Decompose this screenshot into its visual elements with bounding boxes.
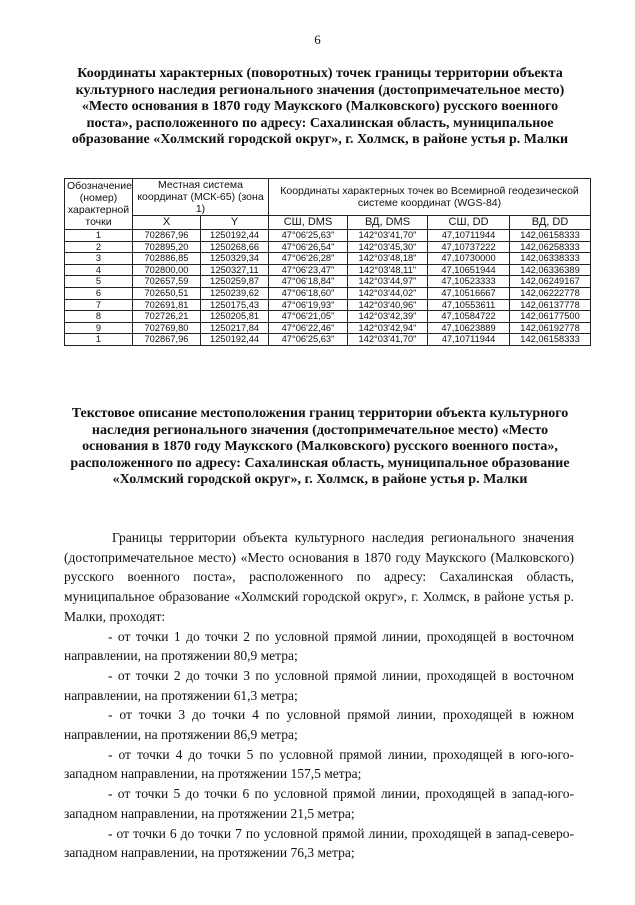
table-cell: 142,06338333 xyxy=(510,253,591,265)
description-body xyxy=(64,528,574,863)
sub-header-lon-dd: ВД, DD xyxy=(510,216,591,230)
table-cell: 142,06222778 xyxy=(510,287,591,299)
table-cell: 1250192,44 xyxy=(201,230,269,242)
boundary-segment: - от точки 1 до точки 2 по условной прямой линии, проходящей в восточном направлении, на протяжении 80,9 метра; xyxy=(64,628,574,664)
table-cell: 47°06'18,60" xyxy=(269,287,348,299)
table-cell: 1250327,11 xyxy=(201,264,269,276)
table-cell: 142°03'41,70" xyxy=(348,334,428,346)
table-cell: 47,10711944 xyxy=(428,334,510,346)
table-cell: 142°03'48,18" xyxy=(348,253,428,265)
table-cell: 47°06'25,63" xyxy=(269,230,348,242)
table-row xyxy=(65,311,591,323)
table-cell: 702650,51 xyxy=(133,287,201,299)
table-cell: 142°03'41,70" xyxy=(348,230,428,242)
table-row xyxy=(65,299,591,311)
table-cell: 47°06'25,63" xyxy=(269,334,348,346)
coordinates-heading: Координаты характерных (поворотных) точек границы территории объекта культурного наследия регионального значения (достопримечательное место) «Место основания в 1870 году Маукского (Малковского) русского военного поста», расположенного по адресу: Сахалинская область, муниципальное образование «Холмский городской округ», г. Холмск, в районе устья р. Малки xyxy=(71,66,569,148)
table-cell: 1 xyxy=(65,334,133,346)
sub-header-x: X xyxy=(133,216,201,230)
table-cell: 1250239,62 xyxy=(201,287,269,299)
description-heading: Текстовое описание местоположения границ территории объекта культурного наследия регионального значения (достопримечательное место) «Место основания в 1870 году Маукского (Малковского) русского военного поста», расположенного по адресу: Сахалинская область, муниципальное образование «Холмский городской округ», г. Холмск, в районе устья р. Малки xyxy=(70,406,570,488)
table-cell: 142,06177500 xyxy=(510,311,591,323)
table-cell: 702867,96 xyxy=(133,230,201,242)
table-cell: 47,10523333 xyxy=(428,276,510,288)
table-row xyxy=(65,334,591,346)
table-cell: 1250192,44 xyxy=(201,334,269,346)
boundary-segment: - от точки 6 до точки 7 по условной прямой линии, проходящей в запад-северо-западном направлении, на протяжении 76,3 метра; xyxy=(64,825,574,861)
table-cell: 702895,20 xyxy=(133,241,201,253)
table-cell: 702726,21 xyxy=(133,311,201,323)
table-cell: 8 xyxy=(65,311,133,323)
table-cell: 142,06192778 xyxy=(510,322,591,334)
table-cell: 142°03'45,30" xyxy=(348,241,428,253)
table-cell: 142,06158333 xyxy=(510,334,591,346)
table-cell: 142,06336389 xyxy=(510,264,591,276)
page-number: 6 xyxy=(314,32,321,47)
table-cell: 142°03'44,02" xyxy=(348,287,428,299)
table-row xyxy=(65,253,591,265)
table-cell: 47,10737222 xyxy=(428,241,510,253)
table-cell: 1250268,66 xyxy=(201,241,269,253)
table-cell: 4 xyxy=(65,264,133,276)
description-intro: Границы территории объекта культурного наследия регионального значения (достопримечательное место) «Место основания в 1870 году Маукского (Малковского) русского военного поста», расположенного по адресу: Сахалинская область, муниципальное образование «Холмский городской округ», г. Холмск, в районе устья р. Малки, проходят: xyxy=(64,530,574,624)
table-cell: 702800,00 xyxy=(133,264,201,276)
boundary-segment: - от точки 3 до точки 4 по условной прямой линии, проходящей в южном направлении, на протяжении 86,9 метра; xyxy=(64,707,574,743)
sub-header-lat-dms: СШ, DMS xyxy=(269,216,348,230)
table-cell: 6 xyxy=(65,287,133,299)
coordinates-table xyxy=(64,178,591,346)
wgs84-header: Координаты характерных точек во Всемирной геодезической системе координат (WGS-84) xyxy=(269,179,591,216)
table-cell: 5 xyxy=(65,276,133,288)
table-cell: 9 xyxy=(65,322,133,334)
table-cell: 47°06'26,54" xyxy=(269,241,348,253)
table-cell: 142,06137778 xyxy=(510,299,591,311)
table-cell: 47,10730000 xyxy=(428,253,510,265)
table-cell: 142°03'44,97" xyxy=(348,276,428,288)
table-cell: 47,10651944 xyxy=(428,264,510,276)
boundary-segment: - от точки 4 до точки 5 по условной прямой линии, проходящей в юго-юго-западном направлении, на протяжении 157,5 метра; xyxy=(64,746,574,782)
table-cell: 702691,81 xyxy=(133,299,201,311)
table-cell: 142,06258333 xyxy=(510,241,591,253)
table-cell: 47,10516667 xyxy=(428,287,510,299)
table-cell: 142,06249167 xyxy=(510,276,591,288)
table-cell: 47°06'23,47" xyxy=(269,264,348,276)
table-cell: 142°03'48,11" xyxy=(348,264,428,276)
table-cell: 1250205,81 xyxy=(201,311,269,323)
table-cell: 1 xyxy=(65,230,133,242)
table-cell: 47,10553611 xyxy=(428,299,510,311)
sub-header-lon-dms: ВД, DMS xyxy=(348,216,428,230)
table-cell: 1250329,34 xyxy=(201,253,269,265)
table-cell: 702657,59 xyxy=(133,276,201,288)
table-row xyxy=(65,264,591,276)
table-row xyxy=(65,287,591,299)
table-cell: 702769,80 xyxy=(133,322,201,334)
point-number-header: Обозначение (номер) характерной точки xyxy=(65,179,133,230)
table-cell: 2 xyxy=(65,241,133,253)
sub-header-lat-dd: СШ, DD xyxy=(428,216,510,230)
table-cell: 142°03'40,96" xyxy=(348,299,428,311)
table-cell: 3 xyxy=(65,253,133,265)
boundary-segment: - от точки 2 до точки 3 по условной прямой линии, проходящей в восточном направлении, на протяжении 61,3 метра; xyxy=(64,667,574,703)
table-cell: 1250175,43 xyxy=(201,299,269,311)
table-cell: 47,10623889 xyxy=(428,322,510,334)
table-cell: 47°06'19,93" xyxy=(269,299,348,311)
table-cell: 47°06'18,84" xyxy=(269,276,348,288)
table-cell: 47°06'22,46" xyxy=(269,322,348,334)
local-system-header: Местная система координат (МСК-65) (зона 1) xyxy=(133,179,269,216)
table-cell: 142,06158333 xyxy=(510,230,591,242)
table-cell: 702867,96 xyxy=(133,334,201,346)
table-cell: 47°06'21,05" xyxy=(269,311,348,323)
table-row xyxy=(65,241,591,253)
sub-header-y: Y xyxy=(201,216,269,230)
table-cell: 47°06'26,28" xyxy=(269,253,348,265)
table-cell: 1250259,87 xyxy=(201,276,269,288)
table-cell: 142°03'42,39" xyxy=(348,311,428,323)
table-cell: 7 xyxy=(65,299,133,311)
table-cell: 142°03'42,94" xyxy=(348,322,428,334)
table-row xyxy=(65,230,591,242)
table-cell: 702886,85 xyxy=(133,253,201,265)
table-cell: 1250217,84 xyxy=(201,322,269,334)
table-cell: 47,10584722 xyxy=(428,311,510,323)
table-cell: 47,10711944 xyxy=(428,230,510,242)
table-row xyxy=(65,322,591,334)
table-row xyxy=(65,276,591,288)
boundary-segment: - от точки 5 до точки 6 по условной прямой линии, проходящей в запад-юго-западном направлении, на протяжении 21,5 метра; xyxy=(64,786,574,821)
